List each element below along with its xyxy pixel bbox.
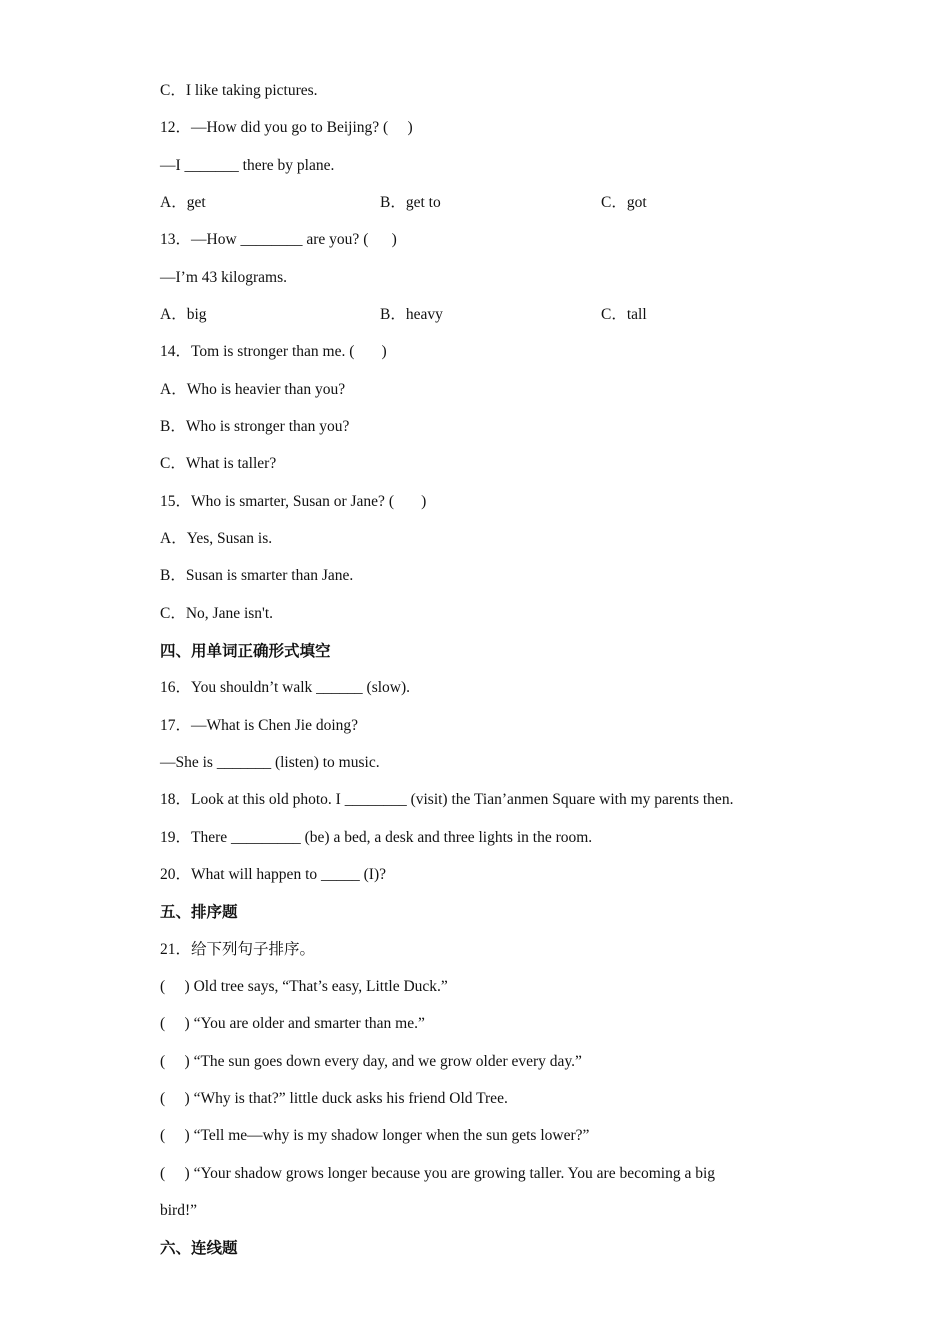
q15-option-c: C．No, Jane isn't. bbox=[160, 605, 274, 622]
order-sentence-2: ( ) “You are older and smarter than me.” bbox=[160, 1015, 425, 1032]
q14-option-a: A．Who is heavier than you? bbox=[160, 381, 346, 398]
section-4-heading: 四、用单词正确形式填空 bbox=[160, 642, 331, 660]
q13-option-b: B．heavy bbox=[380, 306, 443, 323]
order-sentence-5: ( ) “Tell me—why is my shadow longer when the sun gets lower?” bbox=[160, 1127, 590, 1144]
order-sentence-6: ( ) “Your shadow grows longer because you are growing taller. You are becoming a big bbox=[160, 1165, 716, 1182]
q18: 18．Look at this old photo. I ________ (visit) the Tian’anmen Square with my parents then. bbox=[160, 791, 734, 808]
q15-stem: 15．Who is smarter, Susan or Jane? ( ) bbox=[160, 493, 427, 510]
q16: 16．You shouldn’t walk ______ (slow). bbox=[160, 679, 411, 696]
q14-option-b: B．Who is stronger than you? bbox=[160, 418, 350, 435]
q12-response: —I _______ there by plane. bbox=[160, 157, 335, 174]
q13-response: —I’m 43 kilograms. bbox=[160, 269, 287, 286]
section-6-heading: 六、连线题 bbox=[160, 1239, 238, 1257]
q14-option-c: C．What is taller? bbox=[160, 455, 277, 472]
order-sentence-6-continued: bird!” bbox=[160, 1202, 198, 1219]
q12-stem: 12．—How did you go to Beijing? ( ) bbox=[160, 119, 413, 136]
order-sentence-4: ( ) “Why is that?” little duck asks his friend Old Tree. bbox=[160, 1090, 508, 1107]
q15-option-a: A．Yes, Susan is. bbox=[160, 530, 273, 547]
q13-option-c: C．tall bbox=[601, 306, 647, 323]
q12-option-a: A．get bbox=[160, 194, 206, 211]
q21-stem: 21．给下列句子排序。 bbox=[160, 941, 316, 958]
order-sentence-3: ( ) “The sun goes down every day, and we grow older every day.” bbox=[160, 1053, 582, 1070]
q17-stem: 17．—What is Chen Jie doing? bbox=[160, 717, 359, 734]
q14-stem: 14．Tom is stronger than me. ( ) bbox=[160, 343, 387, 360]
section-5-heading: 五、排序题 bbox=[160, 903, 238, 921]
q17-response: —She is _______ (listen) to music. bbox=[160, 754, 380, 771]
q15-option-b: B．Susan is smarter than Jane. bbox=[160, 567, 354, 584]
q12-option-b: B．get to bbox=[380, 194, 441, 211]
q13-option-a: A．big bbox=[160, 306, 207, 323]
q12-option-c: C．got bbox=[601, 194, 647, 211]
q13-stem: 13．—How ________ are you? ( ) bbox=[160, 231, 397, 248]
order-sentence-1: ( ) Old tree says, “That’s easy, Little Duck.” bbox=[160, 978, 448, 995]
q20: 20．What will happen to _____ (I)? bbox=[160, 866, 386, 883]
q19: 19．There _________ (be) a bed, a desk and three lights in the room. bbox=[160, 829, 593, 846]
q11-option-c: C．I like taking pictures. bbox=[160, 82, 318, 99]
